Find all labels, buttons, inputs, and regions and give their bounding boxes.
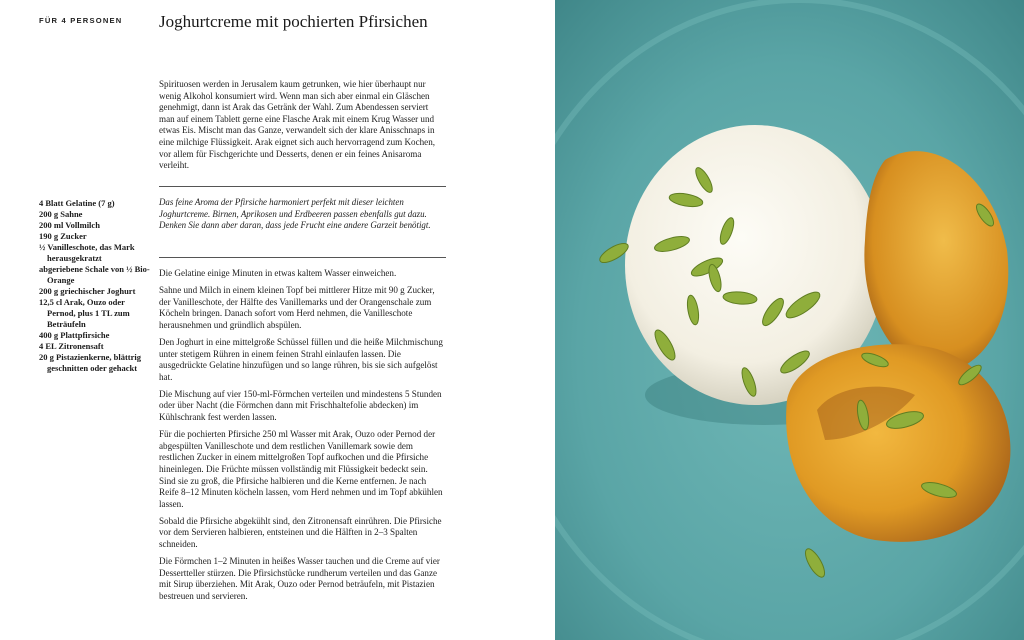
intro-text: Spirituosen werden in Jerusalem kaum getrunken, wie hier überhaupt nur wenig Alkohol konsumiert wird. Wenn man sich aber einmal ein Gläschen genehmigt, dann ist Arak das Getränk der Wahl. Zum Abendessen serviert man auf einem Tablett gerne eine Flasche Arak mit einem Krug Wasser und etwas Eis. Mischt man das Ganze, verwandelt sich der klare Anisschnaps in eine milchige Flüssigkeit. Arak eignet sich auch hervorragend zum Kochen, vor allem für Fischgerichte und Desserts, denen er ein feines Anisaroma verleiht. — [159, 79, 436, 171]
method-step: Die Gelatine einige Minuten in etwas kaltem Wasser einweichen. — [159, 268, 397, 278]
method-step: Für die pochierten Pfirsiche 250 ml Wasser mit Arak, Ouzo oder Pernod der abgespülten Vanilleschote und dem restlichen Vanillemark sowie dem restlichen Zucker in einem mittelgroßen Topf aufkochen und die Pfirsiche hineinlegen. Die Früchte müssen vollständig mit Flüssigkeit bedeckt sein. Sind sie zu groß, die Pfirsiche halbieren und die Kerne entfernen. Je nach Reife 8–12 Minuten köcheln lassen, vom Herd nehmen und im Topf abkühlen lassen. — [159, 429, 443, 509]
chef-note: Das feine Aroma der Pfirsiche harmoniert perfekt mit dieser leichten Joghurtcreme. Birnen, Aprikosen und Erdbeeren passen ebenfalls gut dazu. Denken Sie dann aber daran, dass jede Frucht eine andere Garzeit benötigt. — [159, 197, 431, 231]
ingredient-item: abgeriebene Schale von ½ Bio-Orange — [39, 264, 150, 285]
recipe-title: Joghurtcreme mit pochierten Pfirsichen — [159, 12, 428, 31]
dessert-illustration — [555, 0, 1024, 640]
ingredient-item: 200 g griechischer Joghurt — [39, 286, 136, 296]
ingredient-item: 200 g Sahne — [39, 209, 83, 219]
ingredient-item: 4 EL Zitronensaft — [39, 341, 104, 351]
ingredient-item: ½ Vanilleschote, das Mark herausgekratzt — [39, 242, 135, 263]
ingredient-item: 400 g Plattpfirsiche — [39, 330, 110, 340]
dessert-photo — [555, 0, 1024, 640]
ingredient-item: 20 g Pistazienkerne, blättrig geschnitten oder gehackt — [39, 352, 141, 373]
method-step: Die Förmchen 1–2 Minuten in heißes Wasser tauchen und die Creme auf vier Dessertteller stürzen. Die Pfirsichstücke rundherum verteilen und das Ganze mit Sirup überziehen. Mit Arak, Ouzo oder Pernod beträufeln, mit Pistazien bestreuen und servieren. — [159, 556, 440, 601]
servings-label: FÜR 4 PERSONEN — [39, 16, 123, 25]
ingredient-list — [39, 198, 151, 374]
divider-bottom — [159, 257, 446, 258]
divider-top — [159, 186, 446, 187]
method-step: Die Mischung auf vier 150-ml-Förmchen verteilen und mindestens 5 Stunden oder über Nacht (die Förmchen dann mit Frischhaltefolie abdecken) im Kühlschrank fest werden lassen. — [159, 388, 442, 423]
method-steps — [159, 268, 446, 608]
method-step: Den Joghurt in eine mittelgroße Schüssel füllen und die heiße Milchmischung unter stetigem Rühren in einem feinen Strahl einlaufen lassen. Die ausgedrückte Gelatine hinzufügen und so lange rühren, bis sie sich aufgelöst hat. — [159, 336, 443, 382]
method-step: Sahne und Milch in einem kleinen Topf bei mittlerer Hitze mit 90 g Zucker, der Vanilleschote, der Hälfte des Vanillemarks und der Orangenschale zum Köcheln bringen. Danach sofort vom Herd nehmen, die Vanilleschote herausnehmen und gründlich abspülen. — [159, 285, 435, 330]
ingredient-item: 4 Blatt Gelatine (7 g) — [39, 198, 115, 208]
ingredient-item: 200 ml Vollmilch — [39, 220, 100, 230]
method-step: Sobald die Pfirsiche abgekühlt sind, den Zitronensaft einrühren. Die Pfirsiche vor dem Servieren halbieren, entsteinen und die Hälften in 2–3 Spalten schneiden. — [159, 515, 442, 549]
ingredient-item: 12,5 cl Arak, Ouzo oder Pernod, plus 1 TL zum Beträufeln — [39, 297, 130, 329]
ingredient-item: 190 g Zucker — [39, 231, 87, 241]
